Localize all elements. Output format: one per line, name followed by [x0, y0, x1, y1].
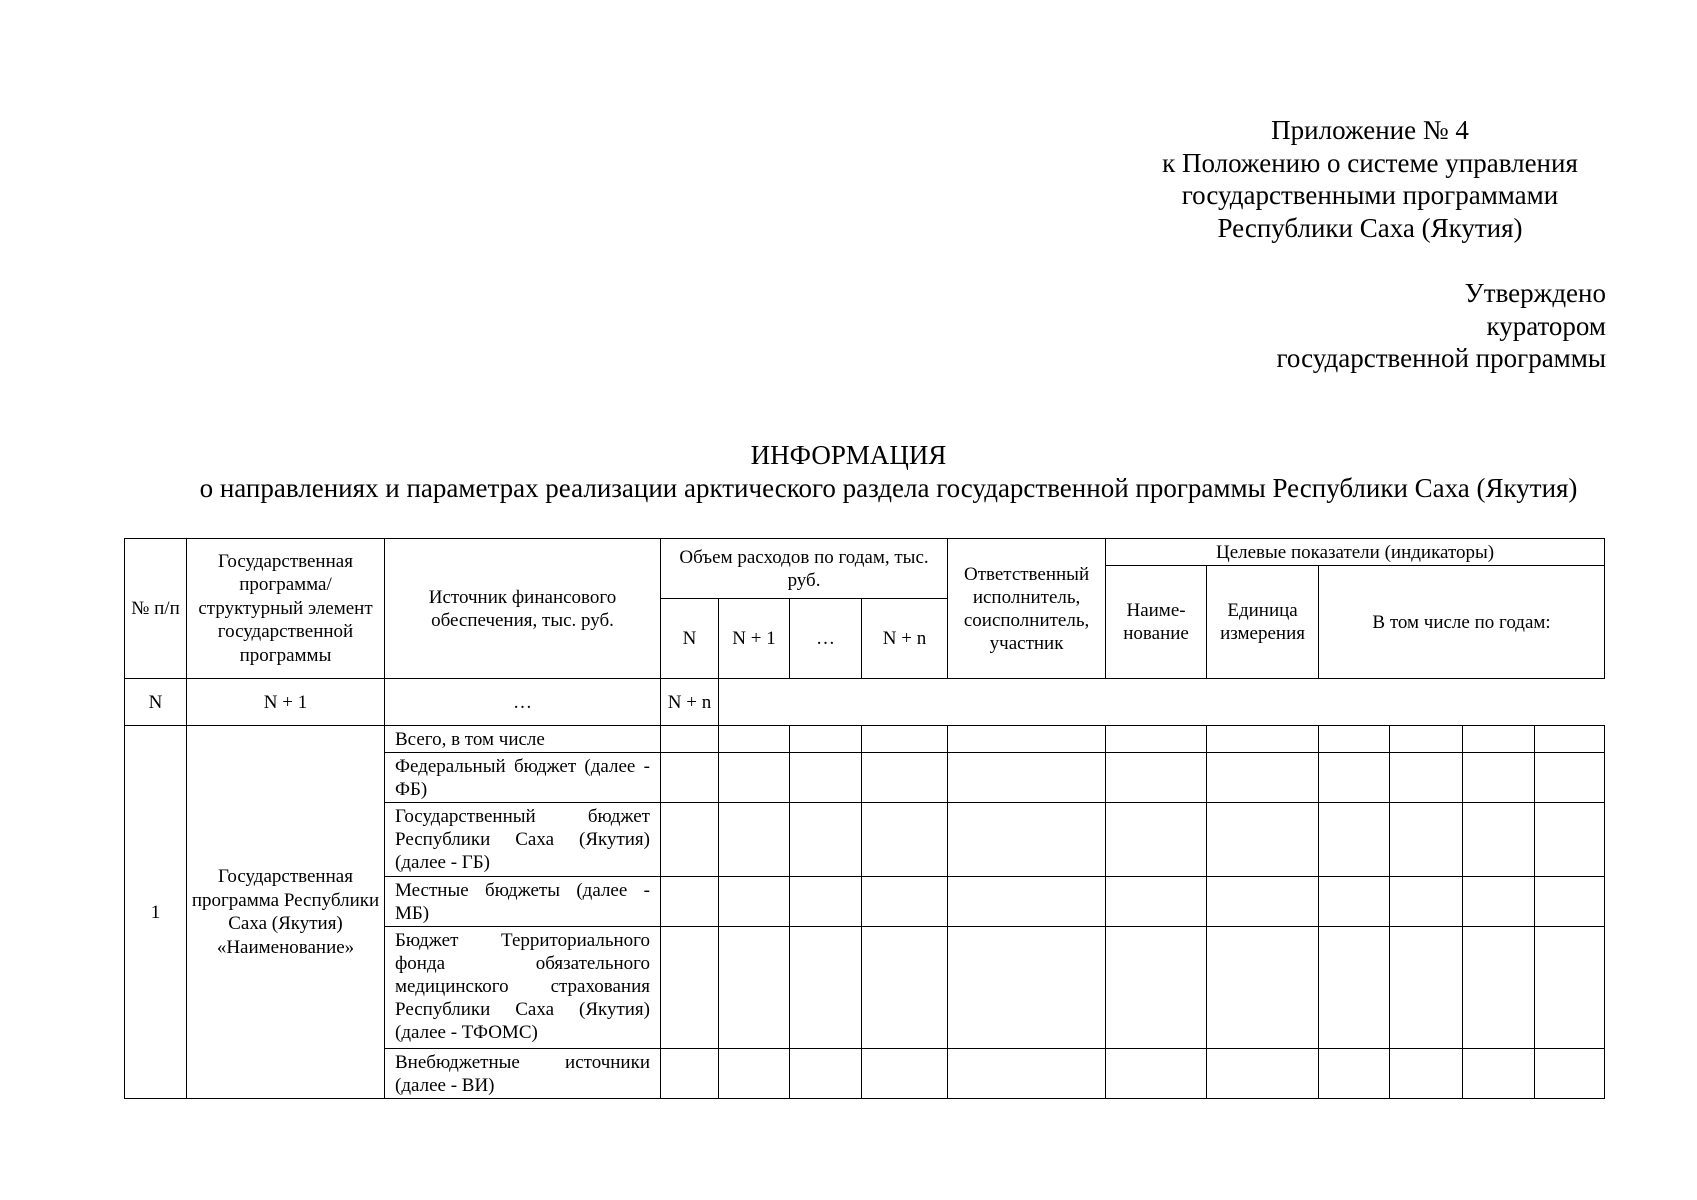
empty-cell [1106, 927, 1207, 1049]
appendix-line: Республики Саха (Якутия) [1217, 212, 1523, 243]
appendix-line: государственными программами [1181, 180, 1559, 210]
empty-cell [862, 803, 948, 877]
empty-cell [1535, 1049, 1605, 1099]
row-num: 1 [125, 726, 187, 1099]
empty-cell [1106, 877, 1207, 927]
header-expense-year: N [661, 599, 719, 679]
empty-cell [1390, 726, 1463, 753]
source-cell: Местные бюджеты (далее - МБ) [385, 877, 661, 927]
empty-cell [1207, 927, 1319, 1049]
empty-cell [1535, 927, 1605, 1049]
empty-cell [948, 877, 1106, 927]
empty-cell [1390, 927, 1463, 1049]
empty-cell [948, 753, 1106, 803]
empty-cell [862, 877, 948, 927]
empty-cell [1463, 803, 1535, 877]
header-expense-year: N + n [862, 599, 948, 679]
empty-cell [1207, 753, 1319, 803]
empty-cell [862, 726, 948, 753]
empty-cell [1463, 1049, 1535, 1099]
header-by-years: В том числе по годам: [1319, 566, 1605, 679]
empty-cell [862, 753, 948, 803]
header-program: Государственная программа/ структурный элемент государственной программы [187, 539, 385, 679]
empty-cell [661, 803, 719, 877]
source-cell: Бюджет Территориального фонда обязательного медицинского страхования Республики Саха (Якутия) (далее - ТФОМС) [385, 927, 661, 1049]
empty-cell [1535, 877, 1605, 927]
empty-cell [1319, 877, 1390, 927]
empty-cell [719, 877, 790, 927]
source-cell: Внебюджетные источники (далее - ВИ) [385, 1049, 661, 1099]
empty-cell [790, 803, 862, 877]
empty-cell [661, 753, 719, 803]
empty-cell [1319, 803, 1390, 877]
empty-cell [1463, 877, 1535, 927]
empty-cell [948, 726, 1106, 753]
appendix-line: к Положению о системе управления [1162, 147, 1578, 178]
document-title: ИНФОРМАЦИЯ [750, 440, 947, 470]
header-target-unit: Единица измерения [1207, 566, 1319, 679]
approval-line: Утверждено [1464, 278, 1606, 308]
header-targets: Целевые показатели (индикаторы) [1106, 539, 1605, 566]
table-row [125, 726, 1605, 753]
empty-cell [1319, 1049, 1390, 1099]
program-table [124, 538, 1605, 1099]
empty-cell [1390, 1049, 1463, 1099]
row-program: Государственная программа Республики Саха (Якутия) «Наименование» [187, 726, 385, 1099]
empty-cell [948, 1049, 1106, 1099]
empty-cell [1106, 1049, 1207, 1099]
empty-cell [1319, 726, 1390, 753]
approval-block [1200, 277, 1606, 375]
empty-cell [1463, 753, 1535, 803]
empty-cell [719, 726, 790, 753]
header-responsible: Ответственный исполнитель, соисполнитель, участник [948, 539, 1106, 679]
empty-cell [1535, 753, 1605, 803]
empty-cell [790, 877, 862, 927]
empty-cell [719, 753, 790, 803]
document-subtitle: о направлениях и параметрах реализации арктического раздела государственной программы Республики Саха (Якутия) [199, 473, 1578, 503]
empty-cell [1535, 726, 1605, 753]
source-cell: Государственный бюджет Республики Саха (Якутия) (далее - ГБ) [385, 803, 661, 877]
header-target-year: N + n [661, 679, 719, 726]
source-cell: Федеральный бюджет (далее - ФБ) [385, 753, 661, 803]
empty-cell [948, 927, 1106, 1049]
empty-cell [790, 753, 862, 803]
empty-cell [1106, 803, 1207, 877]
empty-cell [1207, 726, 1319, 753]
empty-cell [661, 927, 719, 1049]
empty-cell [661, 726, 719, 753]
empty-cell [719, 803, 790, 877]
empty-cell [661, 1049, 719, 1099]
empty-cell [1106, 753, 1207, 803]
empty-cell [719, 927, 790, 1049]
empty-cell [1535, 803, 1605, 877]
empty-cell [1207, 877, 1319, 927]
empty-cell [790, 726, 862, 753]
empty-cell [1319, 753, 1390, 803]
empty-cell [790, 1049, 862, 1099]
appendix-line: Приложение № 4 [1271, 115, 1469, 145]
empty-cell [948, 803, 1106, 877]
appendix-block [1110, 114, 1630, 244]
header-num: № п/п [125, 539, 187, 679]
empty-cell [1390, 877, 1463, 927]
header-target-year: … [385, 679, 661, 726]
empty-cell [1207, 803, 1319, 877]
approval-line: государственной программы [1276, 343, 1606, 373]
header-expenses: Объем расходов по годам, тыс. руб. [661, 539, 948, 599]
empty-cell [1390, 803, 1463, 877]
empty-cell [719, 1049, 790, 1099]
approval-line: куратором [1486, 310, 1606, 341]
empty-cell [1106, 726, 1207, 753]
empty-cell [862, 1049, 948, 1099]
header-target-name: Наиме-нование [1106, 566, 1207, 679]
header-target-year: N [125, 679, 187, 726]
empty-cell [661, 877, 719, 927]
empty-cell [790, 927, 862, 1049]
empty-cell [862, 927, 948, 1049]
empty-cell [1390, 753, 1463, 803]
header-target-year: N + 1 [187, 679, 385, 726]
header-expense-year: N + 1 [719, 599, 790, 679]
source-cell: Всего, в том числе [385, 726, 661, 753]
empty-cell [1463, 726, 1535, 753]
empty-cell [1463, 927, 1535, 1049]
header-source: Источник финансового обеспечения, тыс. руб. [385, 539, 661, 679]
empty-cell [1319, 927, 1390, 1049]
header-expense-year: … [790, 599, 862, 679]
empty-cell [1207, 1049, 1319, 1099]
